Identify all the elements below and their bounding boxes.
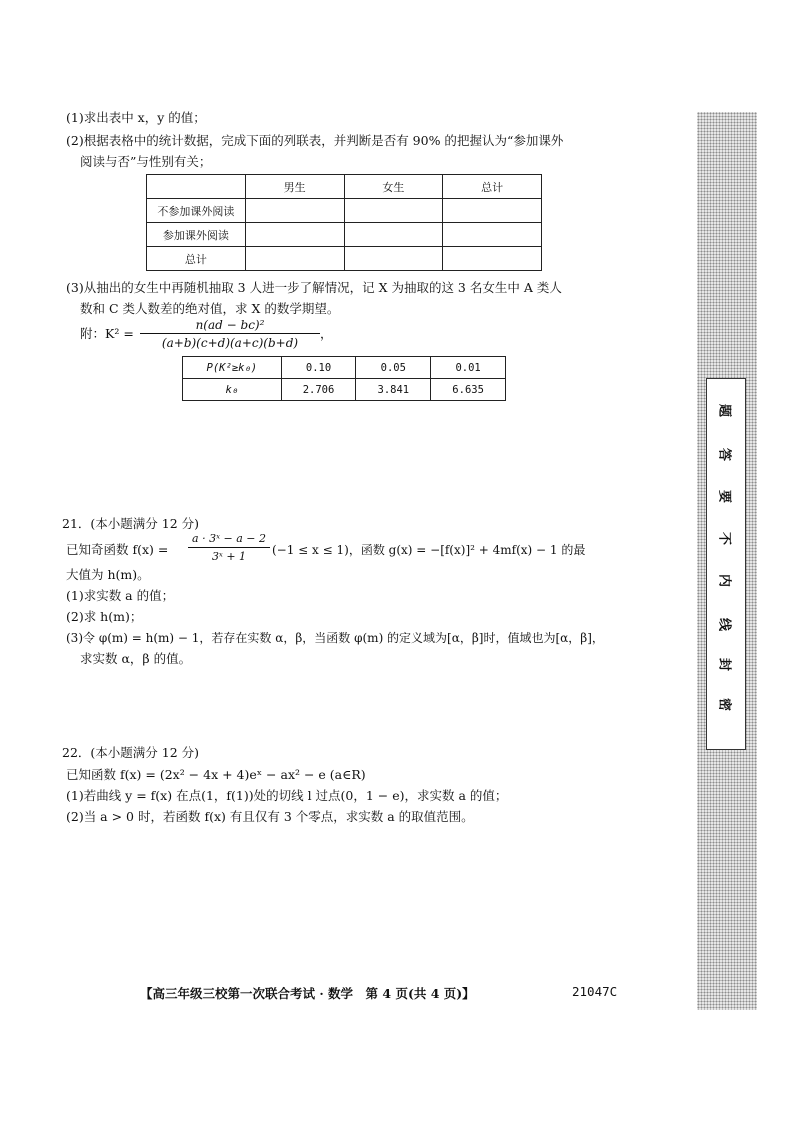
seal-char: 要 [716, 489, 732, 503]
formula-prefix: 附：K² = [80, 326, 134, 341]
seal-char: 封 [716, 657, 732, 671]
table-cell [443, 223, 542, 247]
table-cell [344, 247, 443, 271]
q21-stem-c: 大值为 h(m)。 [66, 567, 150, 582]
seal-char: 线 [716, 617, 732, 631]
seal-char: 不 [716, 531, 732, 545]
q22-heading: 22．(本小题满分 12 分) [62, 745, 200, 760]
table-cell: 3.841 [356, 379, 431, 401]
table-cell: 0.10 [281, 357, 356, 379]
q20-part1: (1)求出表中 x，y 的值； [66, 110, 206, 125]
table-row [183, 379, 506, 401]
row-label: 参加课外阅读 [147, 223, 246, 247]
table-cell [443, 247, 542, 271]
table-cell [245, 223, 344, 247]
seal-char: 内 [716, 573, 732, 587]
formula-fraction-bar [140, 333, 320, 334]
table-cell: 2.706 [281, 379, 356, 401]
q21-stem-a: 已知奇函数 f(x) = [66, 542, 169, 557]
q21-fraction-bar [188, 547, 270, 548]
table-cell [344, 223, 443, 247]
q21-part2: (2)求 h(m)； [66, 609, 143, 624]
contingency-table [146, 174, 542, 271]
seal-char: 答 [716, 447, 732, 461]
table-cell: P(K²≥k₀) [183, 357, 282, 379]
table-row [183, 357, 506, 379]
table-header: 男生 [245, 175, 344, 199]
q21-part1: (1)求实数 a 的值； [66, 588, 175, 603]
q21-fraction-numerator: a · 3ˣ − a − 2 [192, 532, 266, 545]
page-footer: 【高三年级三校第一次联合考试 · 数学 第 4 页(共 4 页)】 [140, 986, 475, 1001]
table-cell: k₀ [183, 379, 282, 401]
q20-part3-line2: 数和 C 类人数差的绝对值，求 X 的数学期望。 [80, 301, 340, 316]
row-label: 总计 [147, 247, 246, 271]
q21-fraction-denominator: 3ˣ + 1 [211, 550, 247, 563]
table-cell [245, 199, 344, 223]
table-cell [147, 175, 246, 199]
table-row [147, 223, 542, 247]
q22-stem: 已知函数 f(x) = (2x² − 4x + 4)eˣ − ax² − e (a∈R) [66, 767, 366, 782]
table-cell: 0.01 [431, 357, 506, 379]
q21-part3-line2: 求实数 α，β 的值。 [80, 651, 192, 666]
table-cell [245, 247, 344, 271]
table-row [147, 199, 542, 223]
exam-code: 21047C [572, 984, 618, 999]
table-cell: 0.05 [356, 357, 431, 379]
table-cell [344, 199, 443, 223]
formula-denominator: (a+b)(c+d)(a+c)(b+d) [161, 336, 299, 350]
row-label: 不参加课外阅读 [147, 199, 246, 223]
table-row [147, 175, 542, 199]
table-header: 女生 [344, 175, 443, 199]
seal-line-notice [706, 378, 746, 750]
q21-part3-line1: (3)令 φ(m) = h(m) − 1，若存在实数 α，β，当函数 φ(m) 的定义域为[α，β]时，值域也为[α，β]， [66, 631, 604, 645]
formula-numerator: n(ad − bc)² [195, 318, 265, 332]
table-header: 总计 [443, 175, 542, 199]
q22-part2: (2)当 a > 0 时，若函数 f(x) 有且仅有 3 个零点，求实数 a 的取值范围。 [66, 809, 474, 824]
seal-char: 密 [716, 697, 732, 711]
q22-part1: (1)若曲线 y = f(x) 在点(1，f(1))处的切线 l 过点(0，1 − e)，求实数 a 的值； [66, 788, 508, 803]
q20-part2-line1: (2)根据表格中的统计数据，完成下面的列联表，并判断是否有 90% 的把握认为“参加课外 [66, 133, 564, 148]
seal-char: 题 [716, 403, 732, 417]
q21-heading: 21．(本小题满分 12 分) [62, 516, 200, 531]
table-cell: 6.635 [431, 379, 506, 401]
q20-part2-line2: 阅读与否”与性别有关； [80, 154, 212, 169]
table-cell [443, 199, 542, 223]
formula-suffix: ， [320, 326, 333, 341]
critical-value-table [182, 356, 506, 401]
table-row [147, 247, 542, 271]
q21-stem-b: (−1 ≤ x ≤ 1)，函数 g(x) = −[f(x)]² + 4mf(x) − 1 的最 [272, 543, 586, 557]
q20-part3-line1: (3)从抽出的女生中再随机抽取 3 人进一步了解情况，记 X 为抽取的这 3 名女生中 A 类人 [66, 280, 562, 295]
